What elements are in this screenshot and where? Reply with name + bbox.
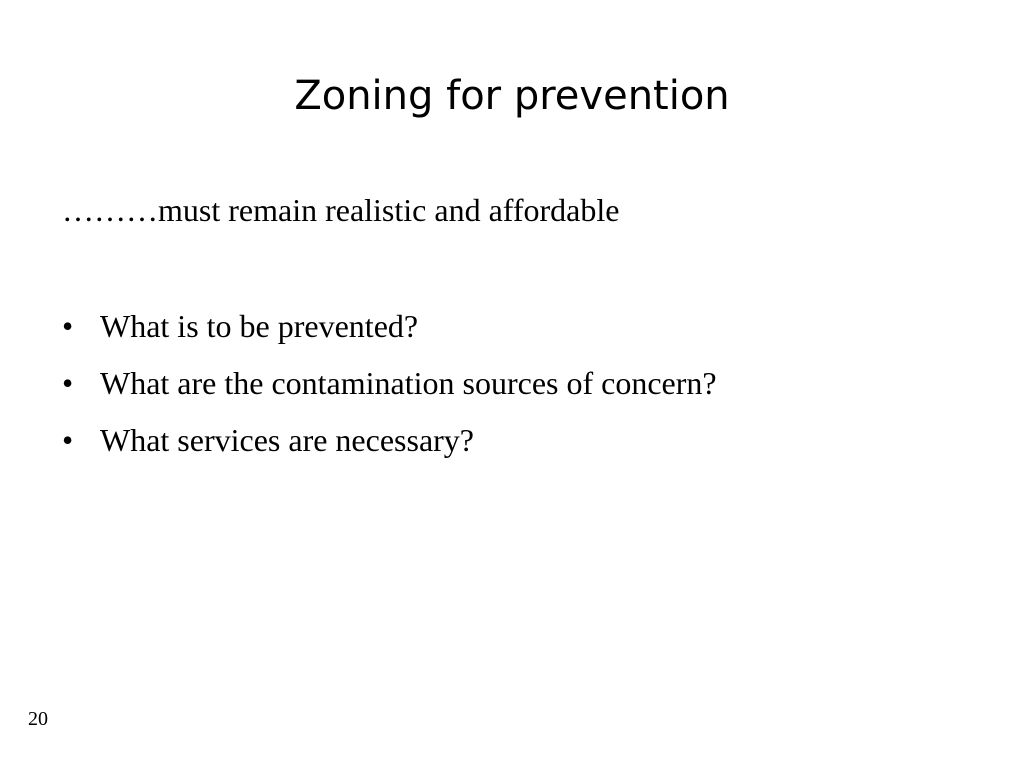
slide-title: Zoning for prevention	[294, 73, 730, 119]
bullet-text: What is to be prevented?	[100, 308, 419, 344]
bullet-item	[62, 363, 717, 420]
intro-line: ………must remain realistic and affordable	[62, 192, 620, 228]
bullet-text: What are the contamination sources of concern?	[100, 365, 717, 401]
bullet-marker: •	[62, 308, 74, 344]
bullet-text: What services are necessary?	[100, 422, 474, 458]
bullet-marker: •	[62, 422, 74, 458]
bullet-marker: •	[62, 365, 74, 401]
bullet-item	[62, 306, 717, 363]
slide-number: 20	[28, 708, 48, 730]
bullet-item	[62, 420, 717, 477]
bullet-list	[62, 306, 717, 477]
